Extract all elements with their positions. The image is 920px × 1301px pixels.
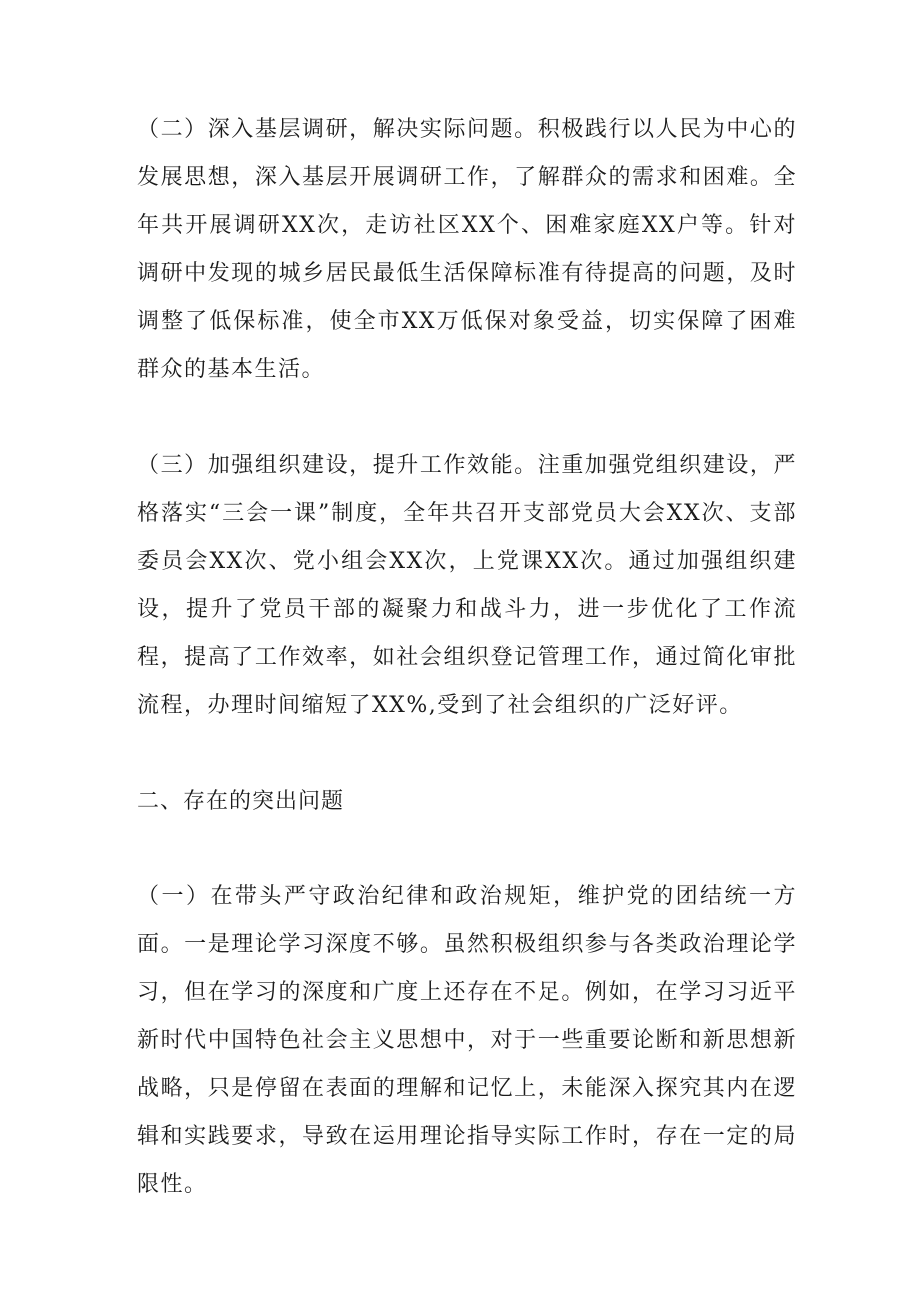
paragraph-organization: （三）加强组织建设，提升工作效能。注重加强党组织建设，严格落实“三会一课”制度，全年共召开支部党员大会XX次、支部委员会XX次、党小组会XX次，上党课XX次。通过加强组织建设，提升了党员干部的凝聚力和战斗力，进一步优化了工作流程，提高了工作效率，如社会组织登记管理工作，通过简化审批流程，办理时间缩短了XX%,受到了社会组织的广泛好评。 bbox=[137, 453, 797, 718]
paragraph-research: （二）深入基层调研，解决实际问题。积极践行以人民为中心的发展思想，深入基层开展调研工作，了解群众的需求和困难。全年共开展调研XX次，走访社区XX个、困难家庭XX户等。针对调研中发现的城乡居民最低生活保障标准有待提高的问题，及时调整了低保标准，使全市XX万低保对象受益，切实保障了困难群众的基本生活。 bbox=[137, 117, 797, 382]
section-heading-problems: 二、存在的突出问题 bbox=[137, 789, 345, 814]
paragraph-political-discipline: （一）在带头严守政治纪律和政治规矩，维护党的团结统一方面。一是理论学习深度不够。虽然积极组织参与各类政治理论学习，但在学习的深度和广度上还存在不足。例如，在学习习近平新时代中国特色社会主义思想中，对于一些重要论断和新思想新战略，只是停留在表面的理解和记忆上，未能深入探究其内在逻辑和实践要求，导致在运用理论指导实际工作时，存在一定的局限性。 bbox=[137, 884, 797, 1197]
